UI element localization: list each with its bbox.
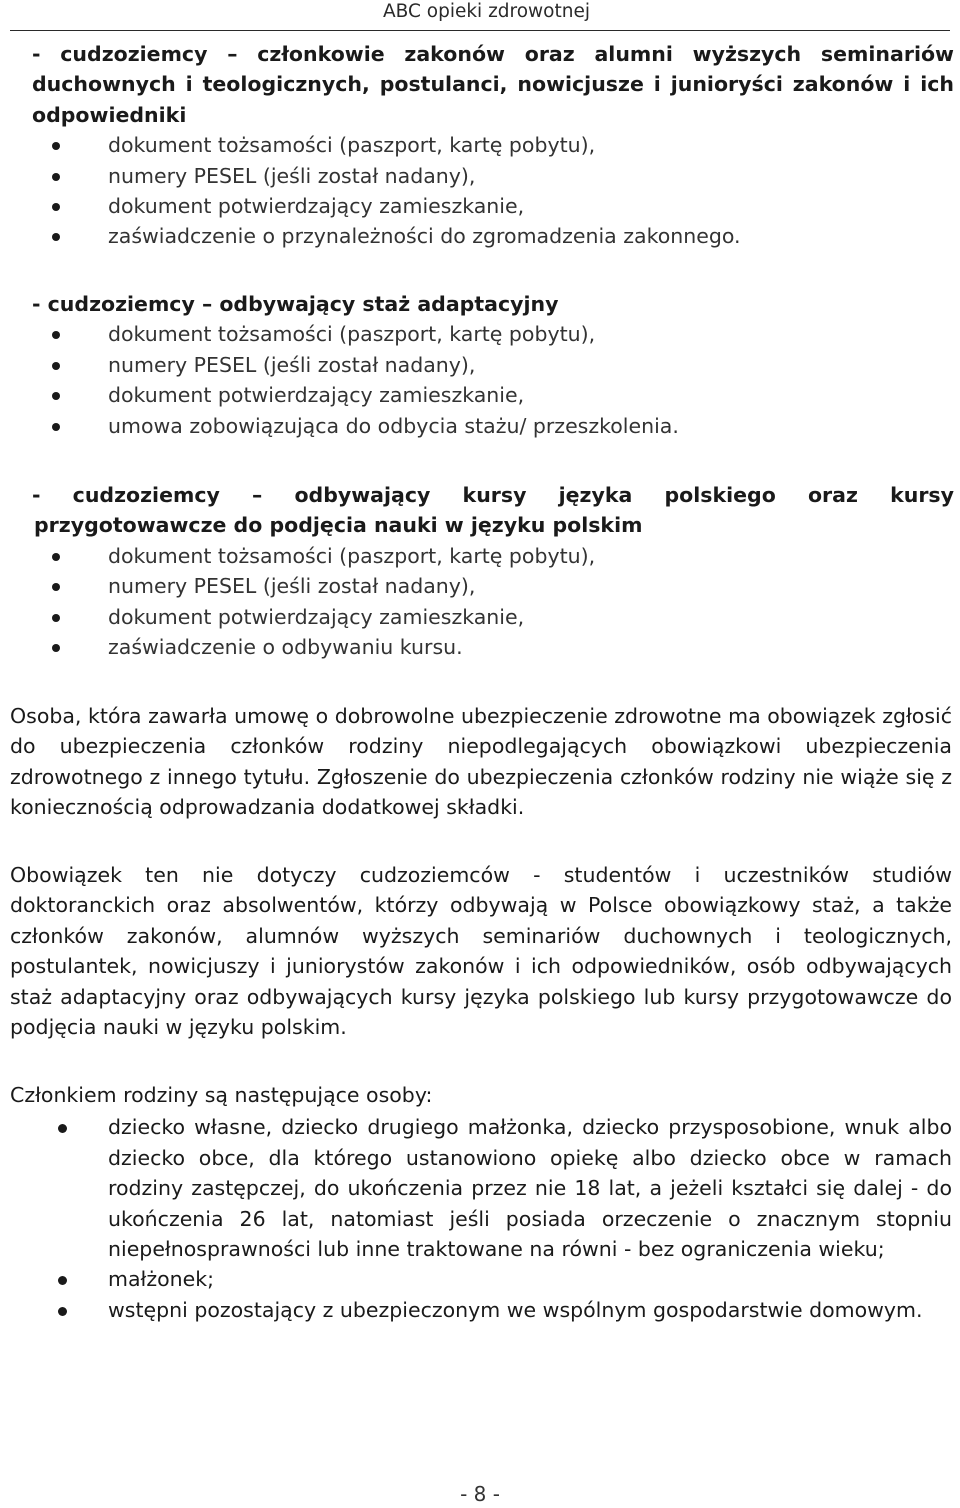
list-item (32, 380, 954, 410)
bullet-icon (52, 583, 60, 591)
list-item (32, 319, 954, 349)
family-intro: Członkiem rodziny są następujące osoby: (10, 1083, 433, 1107)
list-item-text: umowa zobowiązująca do odbycia stażu/ przeszkolenia. (108, 413, 679, 438)
list-item-text: dokument tożsamości (paszport, kartę pobytu), (108, 543, 596, 568)
list-item (32, 411, 954, 441)
section-language-courses (32, 480, 954, 662)
list-item-text: dokument tożsamości (paszport, kartę pobytu), (108, 133, 596, 158)
paragraph-voluntary-insurance: Osoba, która zawarła umowę o dobrowolne ubezpieczenie zdrowotne ma obowiązek zgłosić do ubezpieczenia członków rodziny niepodlegających obowiązkowi ubezpieczenia zdrowotnego z innego tytułu. Zgłoszenie do ubezpieczenia członków rodziny nie wiąże się z koniecznością odprowadzania dodatkowej składki. (10, 704, 952, 820)
section-heading: - cudzoziemcy – członkowie zakonów oraz alumni wyższych seminariów duchownych i teologicznych, postulanci, nowicjusze i junioryści zakonów i ich odpowiedniki (32, 42, 954, 127)
list-item (10, 1264, 952, 1294)
bullet-icon (52, 614, 60, 622)
bullet-icon (52, 644, 60, 652)
bullet-icon (52, 423, 60, 431)
bullet-icon (52, 203, 60, 211)
bullet-icon (52, 173, 60, 181)
bullet-icon (58, 1276, 67, 1285)
bullet-icon (58, 1307, 67, 1316)
list-item (32, 541, 954, 571)
list-item-text: dokument tożsamości (paszport, kartę pobytu), (108, 322, 596, 347)
bullet-icon (58, 1124, 67, 1133)
document-list (32, 130, 954, 252)
bullet-icon (52, 553, 60, 561)
list-item (32, 191, 954, 221)
list-item (32, 130, 954, 160)
bullet-icon (52, 392, 60, 400)
bullet-icon (52, 142, 60, 150)
list-item-text: zaświadczenie o przynależności do zgromadzenia zakonnego. (108, 224, 741, 249)
list-item (32, 632, 954, 662)
list-item-text: dokument potwierdzający zamieszkanie, (108, 383, 525, 408)
list-item (10, 1112, 952, 1264)
paragraph-exemption: Obowiązek ten nie dotyczy cudzoziemców - studentów i uczestników studiów doktoranckich oraz absolwentów, którzy odbywają w Polsce obowiązkowy staż, a także członków zakonów, alumnów wyższych seminariów duchownych i teologicznych, postulantek, nowicjuszy i juniorystów zakonów i ich odpowiedników, osób odbywających staż adaptacyjny oraz odbywających kursy języka polskiego lub kursy przygotowawcze do podjęcia nauki w języku polskim. (10, 863, 952, 1040)
section-religious (32, 39, 954, 252)
bullet-icon (52, 233, 60, 241)
list-item-text: zaświadczenie o odbywaniu kursu. (108, 635, 463, 660)
list-item-text: numery PESEL (jeśli został nadany), (108, 163, 476, 188)
section-heading: - cudzoziemcy – odbywający kursy języka polskiego oraz kursy (32, 483, 954, 507)
list-item-text: dziecko własne, dziecko drugiego małżonka, dziecko przysposobione, wnuk albo dziecko obce, dla którego ustanowiono opiekę albo dziecko obce w ramach rodziny zastępczej, do ukończenia przez nie 18 lat, a jeżeli kształci się dalej - do ukończenia 26 lat, natomiast jeśli posiada orzeczenie o znacznym stopniu niepełnosprawności lub inne traktowane na równi - bez ograniczenia wieku; (108, 1115, 952, 1262)
bullet-icon (52, 362, 60, 370)
list-item-text: numery PESEL (jeśli został nadany), (108, 574, 476, 599)
section-heading: - cudzoziemcy – odbywający staż adaptacyjny (32, 292, 559, 316)
list-item (32, 161, 954, 191)
list-item-text: numery PESEL (jeśli został nadany), (108, 352, 476, 377)
list-item-text: małżonek; (108, 1267, 215, 1292)
document-list (32, 319, 954, 441)
list-item-text: dokument potwierdzający zamieszkanie, (108, 194, 525, 219)
list-item (32, 571, 954, 601)
list-item-text: wstępni pozostający z ubezpieczonym we wspólnym gospodarstwie domowym. (108, 1297, 923, 1322)
page-number: - 8 - (460, 1482, 500, 1506)
section-heading-continued: przygotowawcze do podjęcia nauki w języku polskim (34, 513, 643, 538)
list-item (32, 221, 954, 251)
page-header-title: ABC opieki zdrowotnej (382, 1, 590, 22)
list-item (32, 350, 954, 380)
list-item (32, 602, 954, 632)
family-members-list (10, 1112, 952, 1325)
document-list (32, 541, 954, 663)
list-item (10, 1295, 952, 1325)
bullet-icon (52, 331, 60, 339)
header-rule (10, 30, 950, 31)
family-members-section (10, 1080, 952, 1325)
section-adaptation-internship (32, 289, 954, 441)
list-item-text: dokument potwierdzający zamieszkanie, (108, 604, 525, 629)
